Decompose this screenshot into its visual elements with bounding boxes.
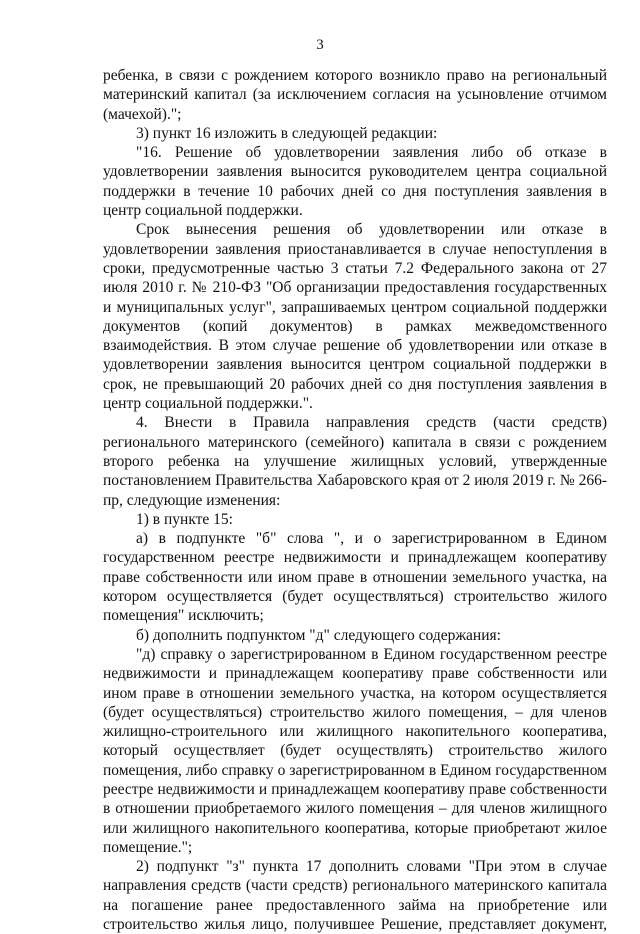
paragraph-5: 4. Внести в Правила направления средств (части средств) регионального материнского (семейного) капитала в связи с рождением второго ребенка на улучшение жилищных условий, утвержденные постановлением Правительства Хабаровского края от 2 июля 2019 г. № 266-пр, следующие изменения:: [103, 414, 607, 509]
document-body: [103, 66, 607, 934]
paragraph-8: б) дополнить подпунктом "д" следующего содержания:: [136, 626, 501, 644]
paragraph-6: 1) в пункте 15:: [136, 510, 233, 528]
page-number: 3: [316, 37, 324, 53]
paragraph-7: а) в подпункте "б" слова ", и о зарегистрированном в Едином государственном реестре недвижимости и принадлежащем кооперативу праве собственности или ином праве в отношении земельного участка, на котором осуществляется (будет осуществляться) строительство жилого помещения" исключить;: [103, 530, 607, 625]
paragraph-2: 3) пункт 16 изложить в следующей редакции:: [136, 124, 438, 142]
paragraph-3: "16. Решение об удовлетворении заявления либо об отказе в удовлетворении заявления выносится руководителем центра социальной поддержки в течение 10 рабочих дней со дня поступления заявления в центр социальной поддержки.: [103, 144, 607, 220]
paragraph-1: ребенка, в связи с рождением которого возникло право на региональный материнский капитал (за исключением согласия на усыновление отчимом (мачехой).";: [103, 67, 607, 123]
paragraph-9: "д) справку о зарегистрированном в Едином государственном реестре недвижимости и принадлежащем кооперативу праве собственности или ином праве в отношении земельного участка, на котором осуществляется (будет осуществляться) строительство жилого помещения, – для членов жилищно-строительного или жилищного накопительного кооператива, который осуществляет (будет осуществлять) строительство жилого помещения, либо справку о зарегистрированном в Едином государственном реестре недвижимости и принадлежащем кооперативу праве собственности в отношении приобретаемого жилого помещения – для членов жилищного или жилищного накопительного кооператива, которые приобретают жилое помещение.";: [103, 645, 607, 856]
paragraph-10: 2) подпункт "з" пункта 17 дополнить словами "При этом в случае направления средств (части средств) регионального материнского капитала на погашение ранее предоставленного займа на приобретение или строительство жилья лицо, получившее Решение, представляет документ,: [103, 858, 607, 934]
paragraph-4: Срок вынесения решения об удовлетворении или отказе в удовлетворении заявления приостанавливается в случае непоступления в сроки, предусмотренные частью 3 статьи 7.2 Федерального закона от 27 июля 2010 г. № 210-ФЗ "Об организации предоставления государственных и муниципальных услуг", запрашиваемых центром социальной поддержки документов (копий документов) в рамках межведомственного взаимодействия. В этом случае решение об удовлетворении или отказе в удовлетворении заявления выносится центром социальной поддержки в срок, не превышающий 20 рабочих дней со дня поступления заявления в центр социальной поддержки.".: [103, 221, 607, 413]
